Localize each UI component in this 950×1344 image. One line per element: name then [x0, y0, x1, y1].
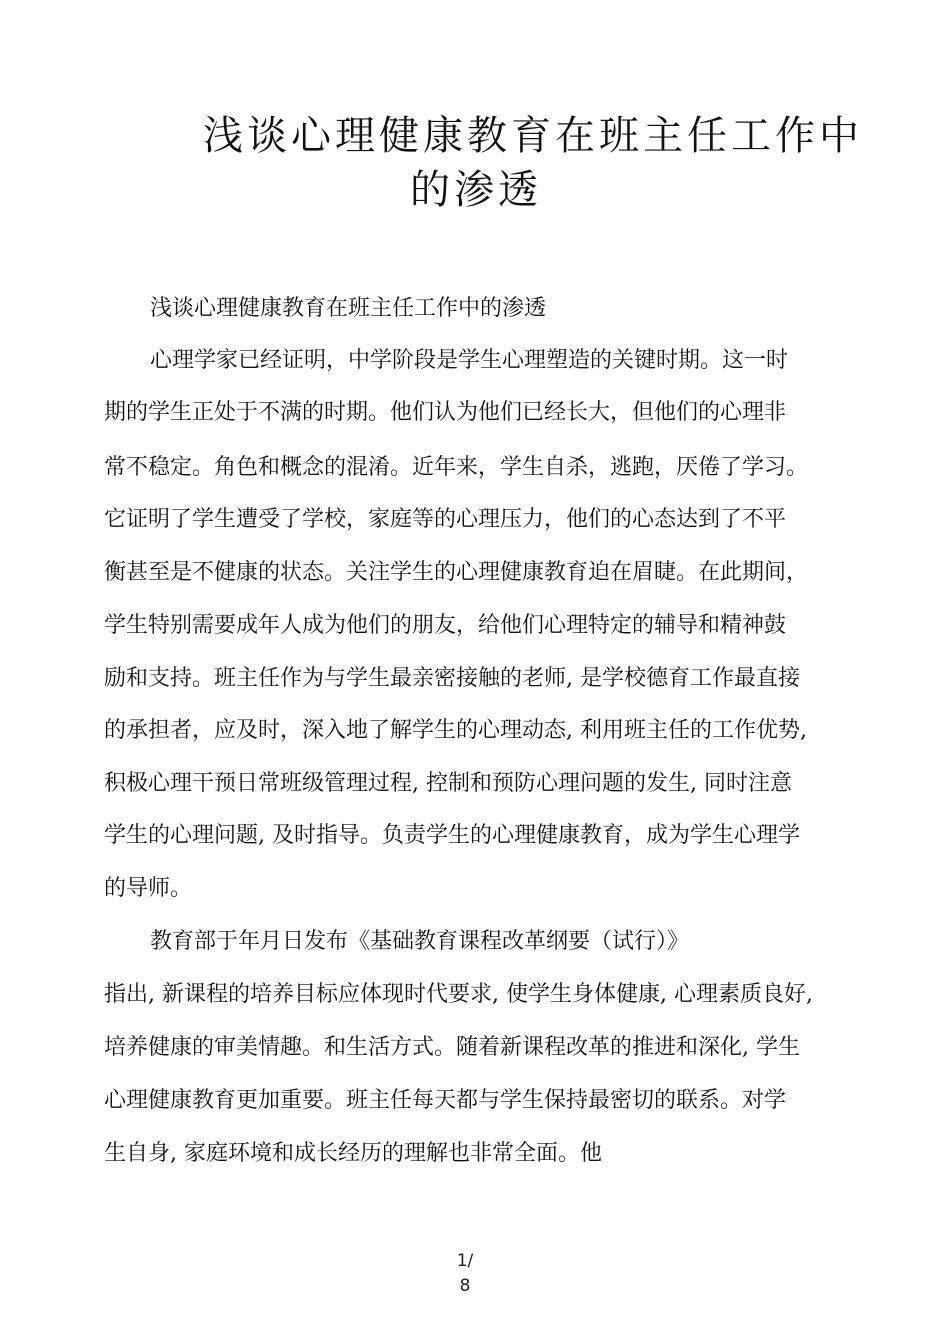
paragraph-line: 积极心理干预日常班级管理过程, 控制和预防心理问题的发生, 同时注意 [104, 771, 792, 796]
document-title-line-1: 浅谈心理健康教育在班主任工作中 [203, 113, 863, 159]
paragraph-line: 它证明了学生遭受了学校，家庭等的心理压力，他们的心态达到了不平 [104, 507, 787, 532]
paragraph-line: 学生的心理问题, 及时指导。负责学生的心理健康教育，成为学生心理学 [104, 823, 800, 848]
paragraph-line: 的导师。 [104, 876, 193, 901]
paragraph-line: 常不稳定。角色和概念的混淆。近年来，学生自杀，逃跑，厌倦了学习。 [104, 455, 809, 480]
page-number-line-2: 8 [459, 1276, 471, 1296]
document-title-line-2: 的渗透 [410, 167, 542, 213]
paragraph-line: 衡甚至是不健康的状态。关注学生的心理健康教育迫在眉睫。在此期间， [104, 560, 809, 585]
paragraph-line: 心理学家已经证明，中学阶段是学生心理塑造的关键时期。这一时 [150, 348, 789, 373]
subtitle-line: 浅谈心理健康教育在班主任工作中的渗透 [150, 296, 547, 321]
paragraph-line: 指出, 新课程的培养目标应体现时代要求, 使学生身体健康, 心理素质良好, [104, 982, 813, 1007]
paragraph-line: 培养健康的审美情趣。和生活方式。随着新课程改革的推进和深化, 学生 [104, 1035, 800, 1060]
paragraph-line: 生自身, 家庭环境和成长经历的理解也非常全面。他 [104, 1141, 602, 1166]
paragraph-line: 的承担者，应及时，深入地了解学生的心理动态, 利用班主任的工作优势, [104, 718, 807, 743]
paragraph-line: 心理健康教育更加重要。班主任每天都与学生保持最密切的联系。对学 [104, 1088, 787, 1113]
page-number-line-1: 1/ [456, 1251, 474, 1271]
paragraph-line: 学生特别需要成年人成为他们的朋友，给他们心理特定的辅导和精神鼓 [104, 613, 787, 638]
paragraph-line: 励和支持。班主任作为与学生最亲密接触的老师, 是学校德育工作最直接 [104, 666, 800, 691]
paragraph-line: 教育部于年月日发布《基础教育课程改革纲要（试行）》 [150, 929, 690, 954]
paragraph-line: 期的学生正处于不满的时期。他们认为他们已经长大，但他们的心理非 [104, 400, 787, 425]
